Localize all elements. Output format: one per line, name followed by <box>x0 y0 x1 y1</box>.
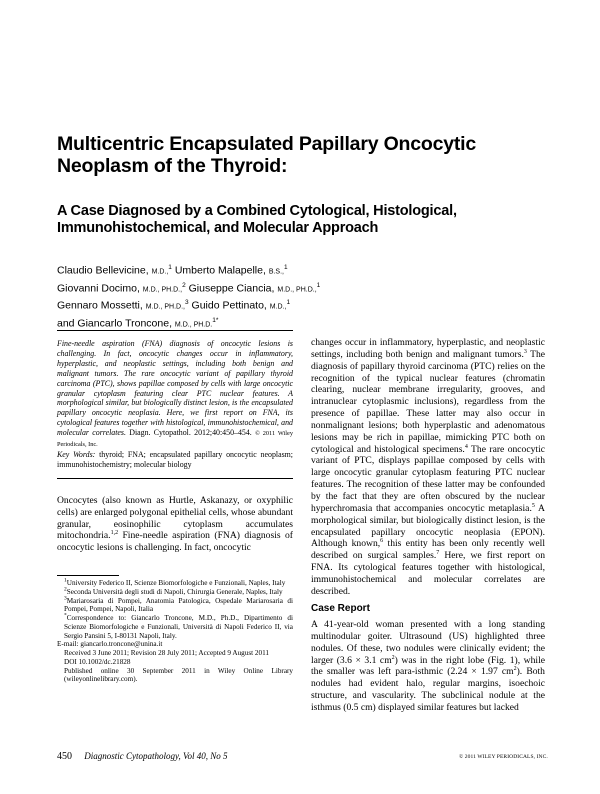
journal-name: Diagnostic Cytopathology, Vol 40, No 5 <box>84 751 228 761</box>
abstract-bottom-rule <box>57 478 293 479</box>
author-line-1 <box>57 261 517 279</box>
citation-ref: 7 <box>436 550 440 556</box>
author-line-4 <box>57 314 517 332</box>
body-text: Here, we first report on FNA. Its cytological features together with histological, immunohistochemical and molecular correlates are described. <box>311 550 545 597</box>
email[interactable]: E-mail: giancarlo.troncone@unina.it <box>57 640 163 649</box>
author-list <box>57 261 517 331</box>
author-name: Guido Pettinato, <box>191 299 267 312</box>
citation-ref: 5 <box>531 502 535 509</box>
affiliation-text: Seconda Università degli studi di Napoli, Chirurgia Generale, Naples, Italy <box>66 587 283 596</box>
received-dates: Received 3 June 2011; Revision 28 July 2011; Accepted 9 August 2011 <box>64 649 270 657</box>
author-affiliation: 1 <box>168 264 172 271</box>
footnote-marker: * <box>64 612 67 619</box>
intro-paragraph <box>57 495 293 554</box>
author-affiliation: 1 <box>284 264 288 271</box>
body-text: A morphological similar, but biologically distinct lesion, is the encapsulated papillary oncocytic neoplasia (EPON). Although known, <box>311 502 545 550</box>
abstract <box>57 339 293 450</box>
body-text: The rare oncocytic variant of PTC, displays papillae composed by cells with large oncocytic granular cytoplasm featuring PTC nuclear features. The recognition of these latter may be confounded by the fact that they are often obscured by the nuclear hyperchromasia that accompanies oncocytic metaplasia. <box>311 443 545 514</box>
author-degree: M.D., PH.D., <box>277 286 317 293</box>
page-number: 450 <box>57 751 72 762</box>
abstract-citation: Diagn. Cytopathol. 2012;40:450–454. <box>129 428 252 438</box>
affiliation-text: Mariarosaria di Pompei, Anatomia Patologica, Ospedale Mariarosaria di Pompei, Pompei, Napoli, Italia <box>64 596 293 614</box>
author-degree: M.D., <box>269 303 287 311</box>
intro-text-cont: Fine-needle aspiration (FNA) diagnosis of oncocytic lesions is challenging. In fact, oncocytic <box>57 530 293 554</box>
body-text: changes occur in inflammatory, hyperplastic, and neoplastic settings, including both benign and malignant tumors. <box>311 337 545 360</box>
correspondence-text: Correspondence to: Giancarlo Troncone, M.D., Ph.D., Dipartimento di Scienze Biomorfologiche e Funzionali, Università di Napoli Federico II, via Sergio Pansini 5, I-80131 Napoli, Italy. <box>64 614 293 640</box>
body-text: ) was in the right lobe (Fig. 1), while the smaller was left para-isthmic (2.24 × 1.97 cm <box>311 654 545 678</box>
footnote-marker: 3 <box>64 595 67 602</box>
author-affiliation: 1 <box>286 299 291 306</box>
author-line-2 <box>57 279 517 297</box>
article-title: Multicentric Encapsulated Papillary Oncocytic Neoplasm of the Thyroid: <box>57 133 477 177</box>
case-report-paragraph <box>311 619 545 714</box>
keywords <box>57 450 293 470</box>
author-degree: B.S., <box>268 268 284 276</box>
keywords-label: Key Words: <box>57 450 96 459</box>
correspondence <box>57 614 293 640</box>
author-degree: M.D., PH.D. <box>174 321 213 328</box>
abstract-copyright: © 2011 Wiley Periodicals, Inc. <box>57 430 293 449</box>
footnotes <box>57 579 293 684</box>
author-name: Giuseppe Ciancia, <box>188 282 275 294</box>
author-degree: M.D., PH.D., <box>145 303 185 311</box>
author-affiliation: 1 <box>316 281 321 289</box>
doi[interactable]: DOI 10.1002/dc.21828 <box>64 657 131 666</box>
affiliation-1 <box>57 579 293 588</box>
author-name: Giovanni Docimo, <box>57 282 140 294</box>
published-online: Published online 30 September 2011 in Wiley Online Library (wileyonlinelibrary.com). <box>64 666 293 684</box>
footnote-marker: 1 <box>64 577 67 584</box>
affiliation-text: University Federico II, Scienze Biomorfologiche e Funzionali, Naples, Italy <box>66 579 286 587</box>
author-name: Gennaro Mossetti, <box>57 299 143 312</box>
author-affiliation: 2 <box>182 281 186 289</box>
citation-ref: 4 <box>464 443 468 450</box>
body-text: ). Both nodules had evident halo, regular margins, isoechoic structure, and vascularity. The subclinical nodule at the isthmus (0.5 cm) displayed similar features but lacked <box>311 666 545 713</box>
superscript: 2 <box>391 654 395 661</box>
footnote-rule <box>57 575 119 576</box>
author-name: Claudio Bellevicine, <box>57 264 149 277</box>
footnote-marker: 2 <box>64 586 67 593</box>
body-text: A 41-year-old woman presented with a long standing multinodular goiter. Ultrasound (US) highlighted three nodules. Of these, two nodules were clinically evident; the larger (3.6 × 3.1 cm <box>311 619 545 666</box>
citation-ref: 6 <box>380 538 384 545</box>
abstract-text: Fine-needle aspiration (FNA) diagnosis of oncocytic lesions is challenging. In fact, oncocytic changes occur in inflammatory, hyperplastic, and neoplastic settings, including both benign and malignant tumors. The rare oncocytic variant of papillary thyroid carcinoma (PTC), shows papillae composed by cells with large oncocytic granular cytoplasm featuring clear PTC nuclear features. A morphological similar, but biologically distinct lesion, is the encapsulated papillary oncocytic neoplasia. Here, we first report on FNA, its cytological features together with histological, immunohistochemical, and molecular correlates. <box>57 339 293 438</box>
section-heading-case-report: Case Report <box>311 603 370 614</box>
citation-ref: 1,2 <box>110 530 119 537</box>
body-text: The diagnosis of papillary thyroid carcinoma (PTC) relies on the recognition of the typical nuclear features (chromatin clearing, nuclear membrane irregularity, grooves, and intranuclear cytoplasmic inclusions), regardless from the presence of papillae. These latter may also occur in nonmalignant lesions; both hyperplastic and adenomatous lesions may be rich in papillae, mimicking PTC both on cytological and histological specimens. <box>311 348 545 455</box>
author-degree: M.D., PH.D., <box>142 286 183 293</box>
abstract-top-rule <box>57 330 293 331</box>
footer-copyright: © 2011 WILEY PERIODICALS, INC. <box>459 754 548 760</box>
author-name: Umberto Malapelle, <box>174 264 266 277</box>
intro-text: Oncocytes (also known as Hurtle, Askanazy, or oxyphilic cells) are enlarged polygonal epithelial cells, whose abundant granular, eosinophilic cytoplasm accumulates mitochondria. <box>57 495 293 542</box>
page-footer <box>57 751 228 762</box>
author-affiliation: 3 <box>185 299 189 306</box>
affiliation-3 <box>57 597 293 615</box>
intro-continued <box>311 337 545 598</box>
author-line-3 <box>57 296 517 314</box>
author-affiliation: 1* <box>212 316 219 324</box>
body-text: this entity has been only recently well described on surgical samples. <box>311 538 545 562</box>
affiliation-2 <box>57 588 293 597</box>
author-degree: M.D., <box>151 268 169 276</box>
keywords-text: thyroid; FNA; encapsulated papillary oncocytic neoplasm; immunohistochemistry; molecular biology <box>57 450 293 469</box>
citation-ref: 3 <box>523 348 527 355</box>
author-name: and Giancarlo Troncone, <box>57 317 172 329</box>
superscript: 2 <box>513 666 517 673</box>
article-subtitle: A Case Diagnosed by a Combined Cytological, Histological, Immunohistochemical, and Molecular Approach <box>57 203 457 236</box>
